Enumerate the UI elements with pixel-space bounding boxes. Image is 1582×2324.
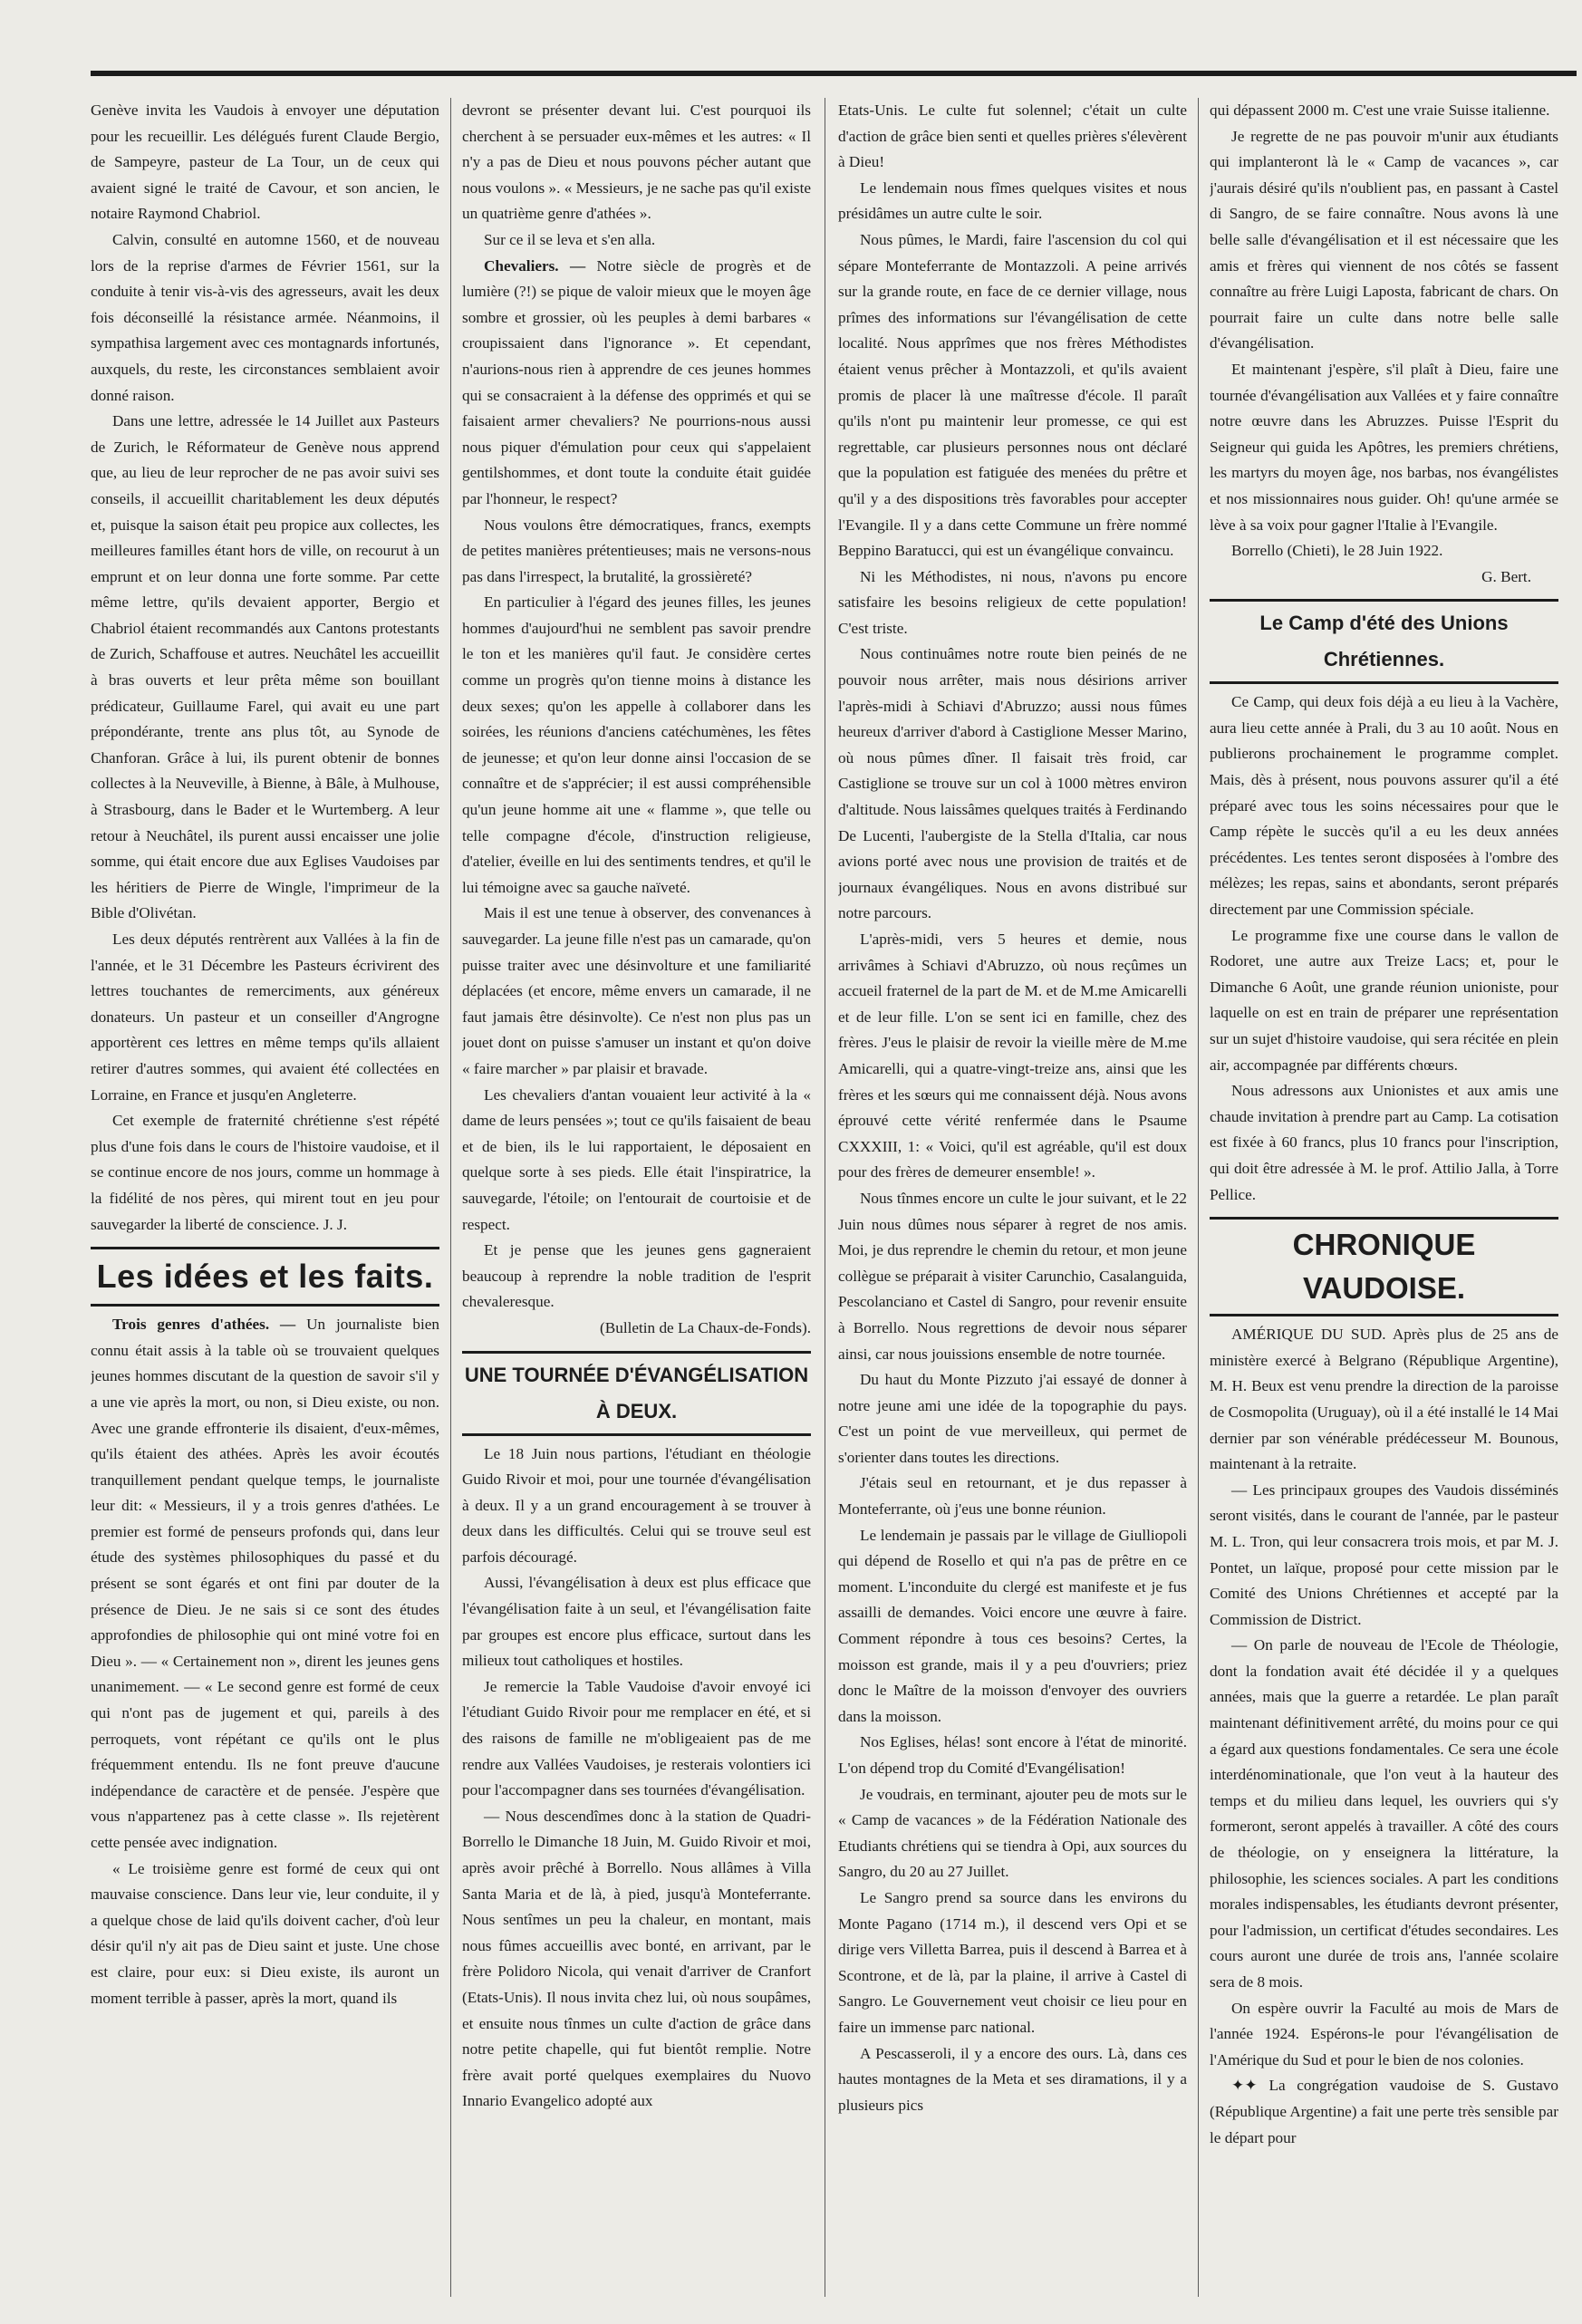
column-divider — [450, 98, 451, 2297]
paragraph-lead: Trois genres d'athées. — — [112, 1316, 296, 1334]
paragraph: J'étais seul en retournant, et je dus repasser à Monteferrante, où j'eus une bonne réunion. — [838, 1474, 1187, 1519]
paragraph: devront se présenter devant lui. C'est pourquoi ils cherchent à se persuader eux-mêmes et les autres: « Il n'y a pas de Dieu et nous pouvons pécher autant que nous voulons ». « Messieurs, je ne sache pas qu'il existe un quatrième genre d'athées ». — [462, 101, 811, 223]
paragraph: L'après-midi, vers 5 heures et demie, nous arrivâmes à Schiavi d'Abruzzo, où nous reçûmes un accueil fraternel de la part de M. et de M.me Amicarelli et de leur fille. L'on se sent ici en famille, chez des frères. J'eus le plaisir de revoir la vieille mère de M.me Amicarelli, qui a quatre-vingt-treize ans, ainsi que les frères et les sœurs qui me connaissent déjà. Nous avons éprouvé cette vérité renfermée dans le Psaume CXXXIII, 1: « Voici, qu'il est agréable, qu'il est doux pour des frères de demeurer ensemble! ». — [838, 931, 1187, 1181]
paragraph: A Pescasseroli, il y a encore des ours. Là, dans ces hautes montagnes de la Meta et ses diramations, il y a plusieurs pics — [838, 2044, 1187, 2114]
column-1 — [91, 98, 439, 2297]
paragraph-text: Notre siècle de progrès et de lumière (?!) se pique de valoir mieux que le moyen âge sombre et grossier, où les peuples à demi barbares « croupissaient dans l'ignorance ». Et cependant, n'aurions-nous rien à apprendre de ces jeunes hommes qui se consacraient à la défense des opprimés et qui se faisaient armer chevaliers? Ne pourrions-nous aussi nous piquer d'émulation pour ceux qui s'appelaient gentilshommes, et dont toute la conduite était guidée par l'honneur, le respect? — [462, 256, 811, 507]
paragraph: Calvin, consulté en automne 1560, et de nouveau lors de la reprise d'armes de Février 1561, sur la conduite à tenir vis-à-vis des agresseurs, avait les deux fois déconseillé la résistance armée. Néanmoins, il sympathisa largement avec ces montagnards infortunés, auxquels, du reste, les circonstances semblaient avoir donné raison. — [91, 230, 439, 404]
paragraph: Je regrette de ne pas pouvoir m'unir aux étudiants qui implanteront là le « Camp de vacances », car j'aurais désiré qu'ils n'oublient pas, en passant à Castel di Sangro, de se faire connaître. Nous avons là une belle salle d'évangélisation et il est nécessaire que les amis et frères qui viennent de nos côtés se fassent connaître au frère Luigi Laposta, fabricant de chars. On pourrait faire un culte dans notre belle salle d'évangélisation. — [1210, 127, 1558, 352]
paragraph: Ce Camp, qui deux fois déjà a eu lieu à la Vachère, aura lieu cette année à Prali, du 3 au 10 août. Nous en publierons prochainement le programme complet. Mais, dès à présent, nous pouvons assurer qu'il a été préparé avec tous les soins nécessaires pour que le Camp répète le succès qu'il a eu les deux années précédentes. Les tentes seront disposées à l'ombre des mélèzes; les repas, sains et abondants, seront préparés directement par une Commission spéciale. — [1210, 693, 1558, 919]
paragraph: Le programme fixe une course dans le vallon de Rodoret, une autre aux Treize Lacs; et, pour le Dimanche 6 Août, une grande réunion unioniste, pour laquelle on est en train de préparer une représentation sur un sujet d'histoire vaudoise, qui sera récitée en plein air, accompagnée par différents chœurs. — [1210, 926, 1558, 1074]
paragraph: Ni les Méthodistes, ni nous, n'avons pu encore satisfaire les besoins religieux de cette population! C'est triste. — [838, 567, 1187, 637]
paragraph: Nous pûmes, le Mardi, faire l'ascension du col qui sépare Monteferrante de Montazzoli. A peine arrivés sur la grande route, en face de ce dernier village, nous prîmes des informations sur l'évangélisation de cette localité. Nous apprîmes que nos frères Méthodistes étaient venus prêcher à Montazzoli, et qu'ils avaient promis de placer là une maîtresse d'école. Il paraît qu'ils n'ont pu maintenir leur promesse, ce qui est regrettable, car plusieurs personnes nous ont déclaré que la population est fatiguée des menées du prêtre et qu'il y a des dispositions très favorables pour accepter l'Evangile. Il y a dans cette Commune un frère nommé Beppino Baratucci, qui est un évangélique convaincu. — [838, 230, 1187, 560]
paragraph: Nos Eglises, hélas! sont encore à l'état de minorité. L'on dépend trop du Comité d'Evangélisation! — [838, 1733, 1187, 1777]
section-heading: CHRONIQUE VAUDOISE. — [1210, 1217, 1558, 1316]
paragraph: Je voudrais, en terminant, ajouter peu de mots sur le « Camp de vacances » de la Fédération Nationale des Etudiants chrétiens qui se tiendra à Opi, aux sources du Sangro, du 20 au 27 Juillet. — [838, 1785, 1187, 1881]
section-heading: Les idées et les faits. — [91, 1247, 439, 1307]
paragraph: Sur ce il se leva et s'en alla. — [484, 230, 656, 248]
paragraph: Borrello (Chieti), le 28 Juin 1922. — [1231, 542, 1443, 560]
paragraph: Mais il est une tenue à observer, des convenances à sauvegarder. La jeune fille n'est pas un camarade, qu'on puisse traiter avec une désinvolture et une familiarité déplacées (et encore, même envers un camarade, il ne faut jamais être désinvolte). Ce n'est non plus pas un jouet dont on puisse s'amuser un instant et qu'on doive « faire marcher » par plaisir et bravade. — [462, 904, 811, 1077]
paragraph: On espère ouvrir la Faculté au mois de Mars de l'année 1924. Espérons-le pour l'évangélisation de l'Amérique du Sud et pour le bien de nos colonies. — [1210, 1999, 1558, 2068]
paragraph: Etats-Unis. Le culte fut solennel; c'était un culte d'action de grâce bien senti et quelles prières s'élevèrent à Dieu! — [838, 101, 1187, 171]
section-heading: Le Camp d'été des Unions Chrétiennes. — [1210, 599, 1558, 684]
signature: G. Bert. — [1481, 567, 1531, 585]
column-4 — [1210, 98, 1558, 2297]
paragraph: Le lendemain je passais par le village de Giulliopoli qui dépend de Rosello et qui n'a pas de prêtre en ce moment. L'inconduite du clergé est manifeste et je fus assailli de demandes. Voici encore une œuvre à faire. Comment répondre à tous ces besoins? Certes, la moisson est grande, mais il y a peu d'ouvriers; priez donc le Maître de la moisson d'envoyer des ouvriers dans la moisson. — [838, 1526, 1187, 1725]
paragraph-text: Un journaliste bien connu était assis à la table où se trouvaient quelques jeunes hommes discutant de la question de savoir s'il y a une vie après la mort, ou non, si Dieu existe, ou non. Avec une grande effronterie ils disaient, d'eux-mêmes, qu'ils étaient des athées. Après les avoir écoutés tranquillement pendant quelque temps, le journaliste leur dit: « Messieurs, il y a trois genres d'athées. Le premier est formé de penseurs profonds qui, dans leur étude des systèmes philosophiques du passé et du présent se sont égarés et ont fini par douter de la présence de Dieu. Je ne sais si ce sont des études approfondies de philosophie qui ont miné votre foi en Dieu ». — « Certainement non », dirent les jeunes gens unanimement. — « Le second genre est formé de ceux qui n'ont pas de jugement et qui, pareils à des perroquets, vont répétant ce qu'ils ont le plus fréquemment entendu. Ils ne font preuve d'aucune indépendance de caractère et de pensée. J'espère que vous n'appartenez pas à cette classe ». Ils rejetèrent cette pensée avec indignation. — [91, 1316, 439, 1851]
paragraph: qui dépassent 2000 m. C'est une vraie Suisse italienne. — [1210, 101, 1550, 119]
paragraph: Dans une lettre, adressée le 14 Juillet aux Pasteurs de Zurich, le Réformateur de Genève nous apprend que, au lieu de leur reprocher de ne pas avoir suivi ses conseils, il accueillit charitablement les deux députés et, puisque la saison était peu propice aux collectes, les meilleures familles étant hors de ville, on recourut à un emprunt et on leur donna une forte somme. Par cette même lettre, qu'ils devaient apporter, Bergio et Chabriol étaient recommandés aux Cantons protestants de Zurich, Schaffouse et autres. Neuchâtel les accueillit à bras ouverts et leur prêta même son bouillant prédicateur, Guillaume Farel, qui avait eu une part prépondérante, trente ans plus tôt, au Synode de Chanforan. Grâce à lui, ils purent obtenir de bonnes collectes à la Neuveville, à Bienne, à Bâle, à Mulhouse, à Strasbourg, dans le Bader et le Wurtemberg. A leur retour à Neuchâtel, ils purent aussi encaisser une jolie somme, qui était encore due aux Eglises Vaudoises par les héritiers de Pierre de Wingle, l'imprimeur de la Bible d'Olivétan. — [91, 412, 439, 922]
paragraph: Le 18 Juin nous partions, l'étudiant en théologie Guido Rivoir et moi, pour une tournée d'évangélisation à deux. Il y a un grand encouragement à se trouver à deux dans les difficultés. Celui qui se trouve seul est parfois découragé. — [462, 1444, 811, 1566]
paragraph: Et maintenant j'espère, s'il plaît à Dieu, faire une tournée d'évangélisation aux Vallées et y faire connaître notre œuvre dans les Abruzzes. Puisse l'Esprit du Seigneur qui guida les Apôtres, les premiers chrétiens, les martyrs du moyen âge, nos barbas, nos évangélistes et nos missionnaires nous guider. Oh! qu'une armée se lève à sa voix pour gagner l'Italie à l'Evangile. — [1210, 360, 1558, 534]
paragraph: Le Sangro prend sa source dans les environs du Monte Pagano (1714 m.), il descend vers Opi et se dirige vers Villetta Barrea, puis il descend à Barrea et à Scontrone, et de là, par la plaine, il arrive à Castel di Sangro. Le Gouvernement veut choisir ce lieu pour en faire un immense parc national. — [838, 1888, 1187, 2036]
paragraph: Cet exemple de fraternité chrétienne s'est répété plus d'une fois dans le cours de l'histoire vaudoise, et il se continue encore de nos jours, comme un hommage à la fidélité de nos pères, qui mirent tout en jeu pour sauvegarder la liberté de conscience. J. J. — [91, 1112, 439, 1233]
paragraph: Le lendemain nous fîmes quelques visites et nous présidâmes un autre culte le soir. — [838, 178, 1187, 223]
paragraph: Je remercie la Table Vaudoise d'avoir envoyé ici l'étudiant Guido Rivoir pour me remplacer en été, et si des raisons de famille ne m'obligeaient pas de me rendre aux Vallées Vaudoises, je resterais volontiers ici pour l'accompagner dans ses tournées d'évangélisation. — [462, 1677, 811, 1799]
paragraph: Les deux députés rentrèrent aux Vallées à la fin de l'année, et le 31 Décembre les Pasteurs écrivirent des lettres touchantes de remerciments, aux généreux donateurs. Un pasteur et un conseiller d'Angrogne apportèrent ces lettres en même temps qu'ils allaient retirer d'autres sommes, qui avaient été collectées en Lorraine, en France et jusqu'en Angleterre. — [91, 931, 439, 1104]
paragraph: AMÉRIQUE DU SUD. Après plus de 25 ans de ministère exercé à Belgrano (République Argentine), M. H. Beux est venu prendre la direction de la paroisse de Cosmopolita (Uruguay), où il a été installé le 14 Mai dernier par son vénérable prédécesseur M. Bounous, maintenant à la retraite. — [1210, 1326, 1558, 1473]
paragraph: — On parle de nouveau de l'Ecole de Théologie, dont la fondation avait été décidée il y a quelques années, mais que la guerre a retardée. Le plan paraît maintenant définitivement arrêté, du moins pour ce qui a égard aux questions fondamentales. Ce sera une école interdénominationale, que l'on veut à la hauteur des temps et du milieu dans lequel, les ouvriers qui s'y formeront, seront appelés à travailler. A côté des cours de théologie, on y enseignera la littérature, la philosophie, les sciences sociales. A part les conditions morales indispensables, les étudiants devront présenter, pour l'admission, un certificat d'études secondaires. Les cours auront une durée de trois ans, l'année scolaire sera de 8 mois. — [1210, 1636, 1558, 1991]
paragraph: Aussi, l'évangélisation à deux est plus efficace que l'évangélisation faite à un seul, et l'évangélisation faite par groupes est encore plus efficace, surtout dans les milieux tout catholiques et hostiles. — [462, 1574, 811, 1670]
paragraph: « Le troisième genre est formé de ceux qui ont mauvaise conscience. Dans leur vie, leur conduite, il y a quelque chose de laid qu'ils doivent cacher, d'où leur désir qu'il n'y ait pas de Dieu saint et juste. Une chose est claire, pour eux: si Dieu existe, ils auront un moment terrible à passer, après la mort, quand ils — [91, 1859, 439, 2007]
paragraph — [462, 254, 811, 513]
top-rule — [91, 71, 1577, 76]
paragraph: Et je pense que les jeunes gens gagneraient beaucoup à reprendre la noble tradition de l'esprit chevaleresque. — [462, 1241, 811, 1311]
paragraph: (Bulletin de La Chaux-de-Fonds). — [600, 1318, 811, 1336]
paragraph: — Nous descendîmes donc à la station de Quadri-Borrello le Dimanche 18 Juin, M. Guido Rivoir et moi, après avoir prêché à Borrello. Nous allâmes à Villa Santa Maria et de là, à pied, jusqu'à Monteferrante. Nous sentîmes un peu la chaleur, en montant, mais nous fûmes accueillis avec bonté, en arrivant, par le frère Polidoro Nicola, qui venait d'arriver de Cranfort (Etats-Unis). Il nous invita chez lui, où nous soupâmes, et ensuite nous tînmes un culte d'action de grâce dans notre petite chapelle, qui fut bientôt remplie. Notre frère avait porté quelques exemplaires du Nuovo Innario Evangelico adopté aux — [462, 1807, 811, 2110]
paragraph-lead: Chevaliers. — — [484, 256, 586, 275]
paragraph: Nous tînmes encore un culte le jour suivant, et le 22 Juin nous dûmes nous séparer à regret de nos amis. Moi, je dus reprendre le chemin du retour, et mon jeune collègue se préparait à visiter Carunchio, Casalanguida, Pescolanciano et Castel di Sangro, pour revenir ensuite à Borrello. Nous regrettions de devoir nous séparer ainsi, car nous jouissions ensemble de notre tournée. — [838, 1189, 1187, 1363]
column-divider — [1198, 98, 1199, 2297]
paragraph: Nous voulons être démocratiques, francs, exempts de petites manières prétentieuses; mais ne versons-nous pas dans l'irrespect, la brutalité, la grossièreté? — [462, 516, 811, 585]
paragraph: Nous continuâmes notre route bien peinés de ne pouvoir nous arrêter, mais nous désirions arriver l'après-midi à Schiavi d'Abruzzo; aussi nous fûmes heureux d'arriver d'abord à Castiglione Messer Marino, où nous pûmes dîner. Il faisait très froid, car Castiglione se trouve sur un col à 1000 mètres environ d'altitude. Nous laissâmes quelques traités à Ferdinando De Lucenti, l'aubergiste de la Stella d'Italia, car nous avions porté avec nous une provision de traités et de journaux évangéliques. Nous en avons distribué sur notre parcours. — [838, 645, 1187, 922]
paragraph: ✦✦ La congrégation vaudoise de S. Gustavo (République Argentine) a fait une perte très sensible par le départ pour — [1210, 2077, 1558, 2146]
paragraph: Les chevaliers d'antan vouaient leur activité à la « dame de leurs pensées »; tout ce qu'ils faisaient de beau et de bien, ils le lui rapportaient, le déposaient en quelque sorte à ses pieds. Elle était l'inspiratrice, la sauvegarde, l'étoile; on l'entourait de courtoisie et de respect. — [462, 1085, 811, 1233]
paragraph: Nous adressons aux Unionistes et aux amis une chaude invitation à prendre part au Camp. La cotisation est fixée à 60 francs, plus 10 francs pour l'inscription, qui doit être adressée à M. le prof. Attilio Jalla, à Torre Pellice. — [1210, 1082, 1558, 1203]
column-2 — [462, 98, 811, 2297]
column-3 — [838, 98, 1187, 2297]
paragraph: En particulier à l'égard des jeunes filles, les jeunes hommes d'aujourd'hui ne semblent pas savoir prendre le ton et les manières qu'il faut. Je considère certes comme un progrès qu'on tienne moins à distance les deux sexes; qu'on les appelle à collaborer dans les soirées, les réunions d'anciens catéchumènes, les fêtes de jeunesse; et qu'on leur donne ainsi l'occasion de se connaître et de s'apprécier; il est aussi compréhensible qu'un jeune homme ait une « flamme », que telle ou telle compagne d'école, d'instruction religieuse, d'atelier, éveille en lui des sentiments tendres, et qu'il le lui témoigne avec sa gauche naïveté. — [462, 593, 811, 896]
section-heading: UNE TOURNÉE D'ÉVANGÉLISATION À DEUX. — [462, 1351, 811, 1436]
paragraph: — Les principaux groupes des Vaudois disséminés seront visités, dans le courant de l'année, par le pasteur M. L. Tron, qui leur consacrera trois mois, et par M. J. Pontet, un laïque, proposé pour cette mission par le Comité des Unions Chrétiennes et accepté par la Commission de District. — [1210, 1480, 1558, 1628]
paragraph — [91, 1312, 439, 1856]
paragraph: Genève invita les Vaudois à envoyer une députation pour les recueillir. Les délégués furent Claude Bergio, de Sampeyre, pasteur de La Tour, un de ceux qui avaient signé le traité de Cavour, et son ancien, le notaire Raymond Chabriol. — [91, 101, 439, 223]
paragraph: Du haut du Monte Pizzuto j'ai essayé de donner à notre jeune ami une idée de la topographie du pays. C'est un point de vue merveilleux, qui permet de s'orienter dans toutes les directions. — [838, 1371, 1187, 1466]
